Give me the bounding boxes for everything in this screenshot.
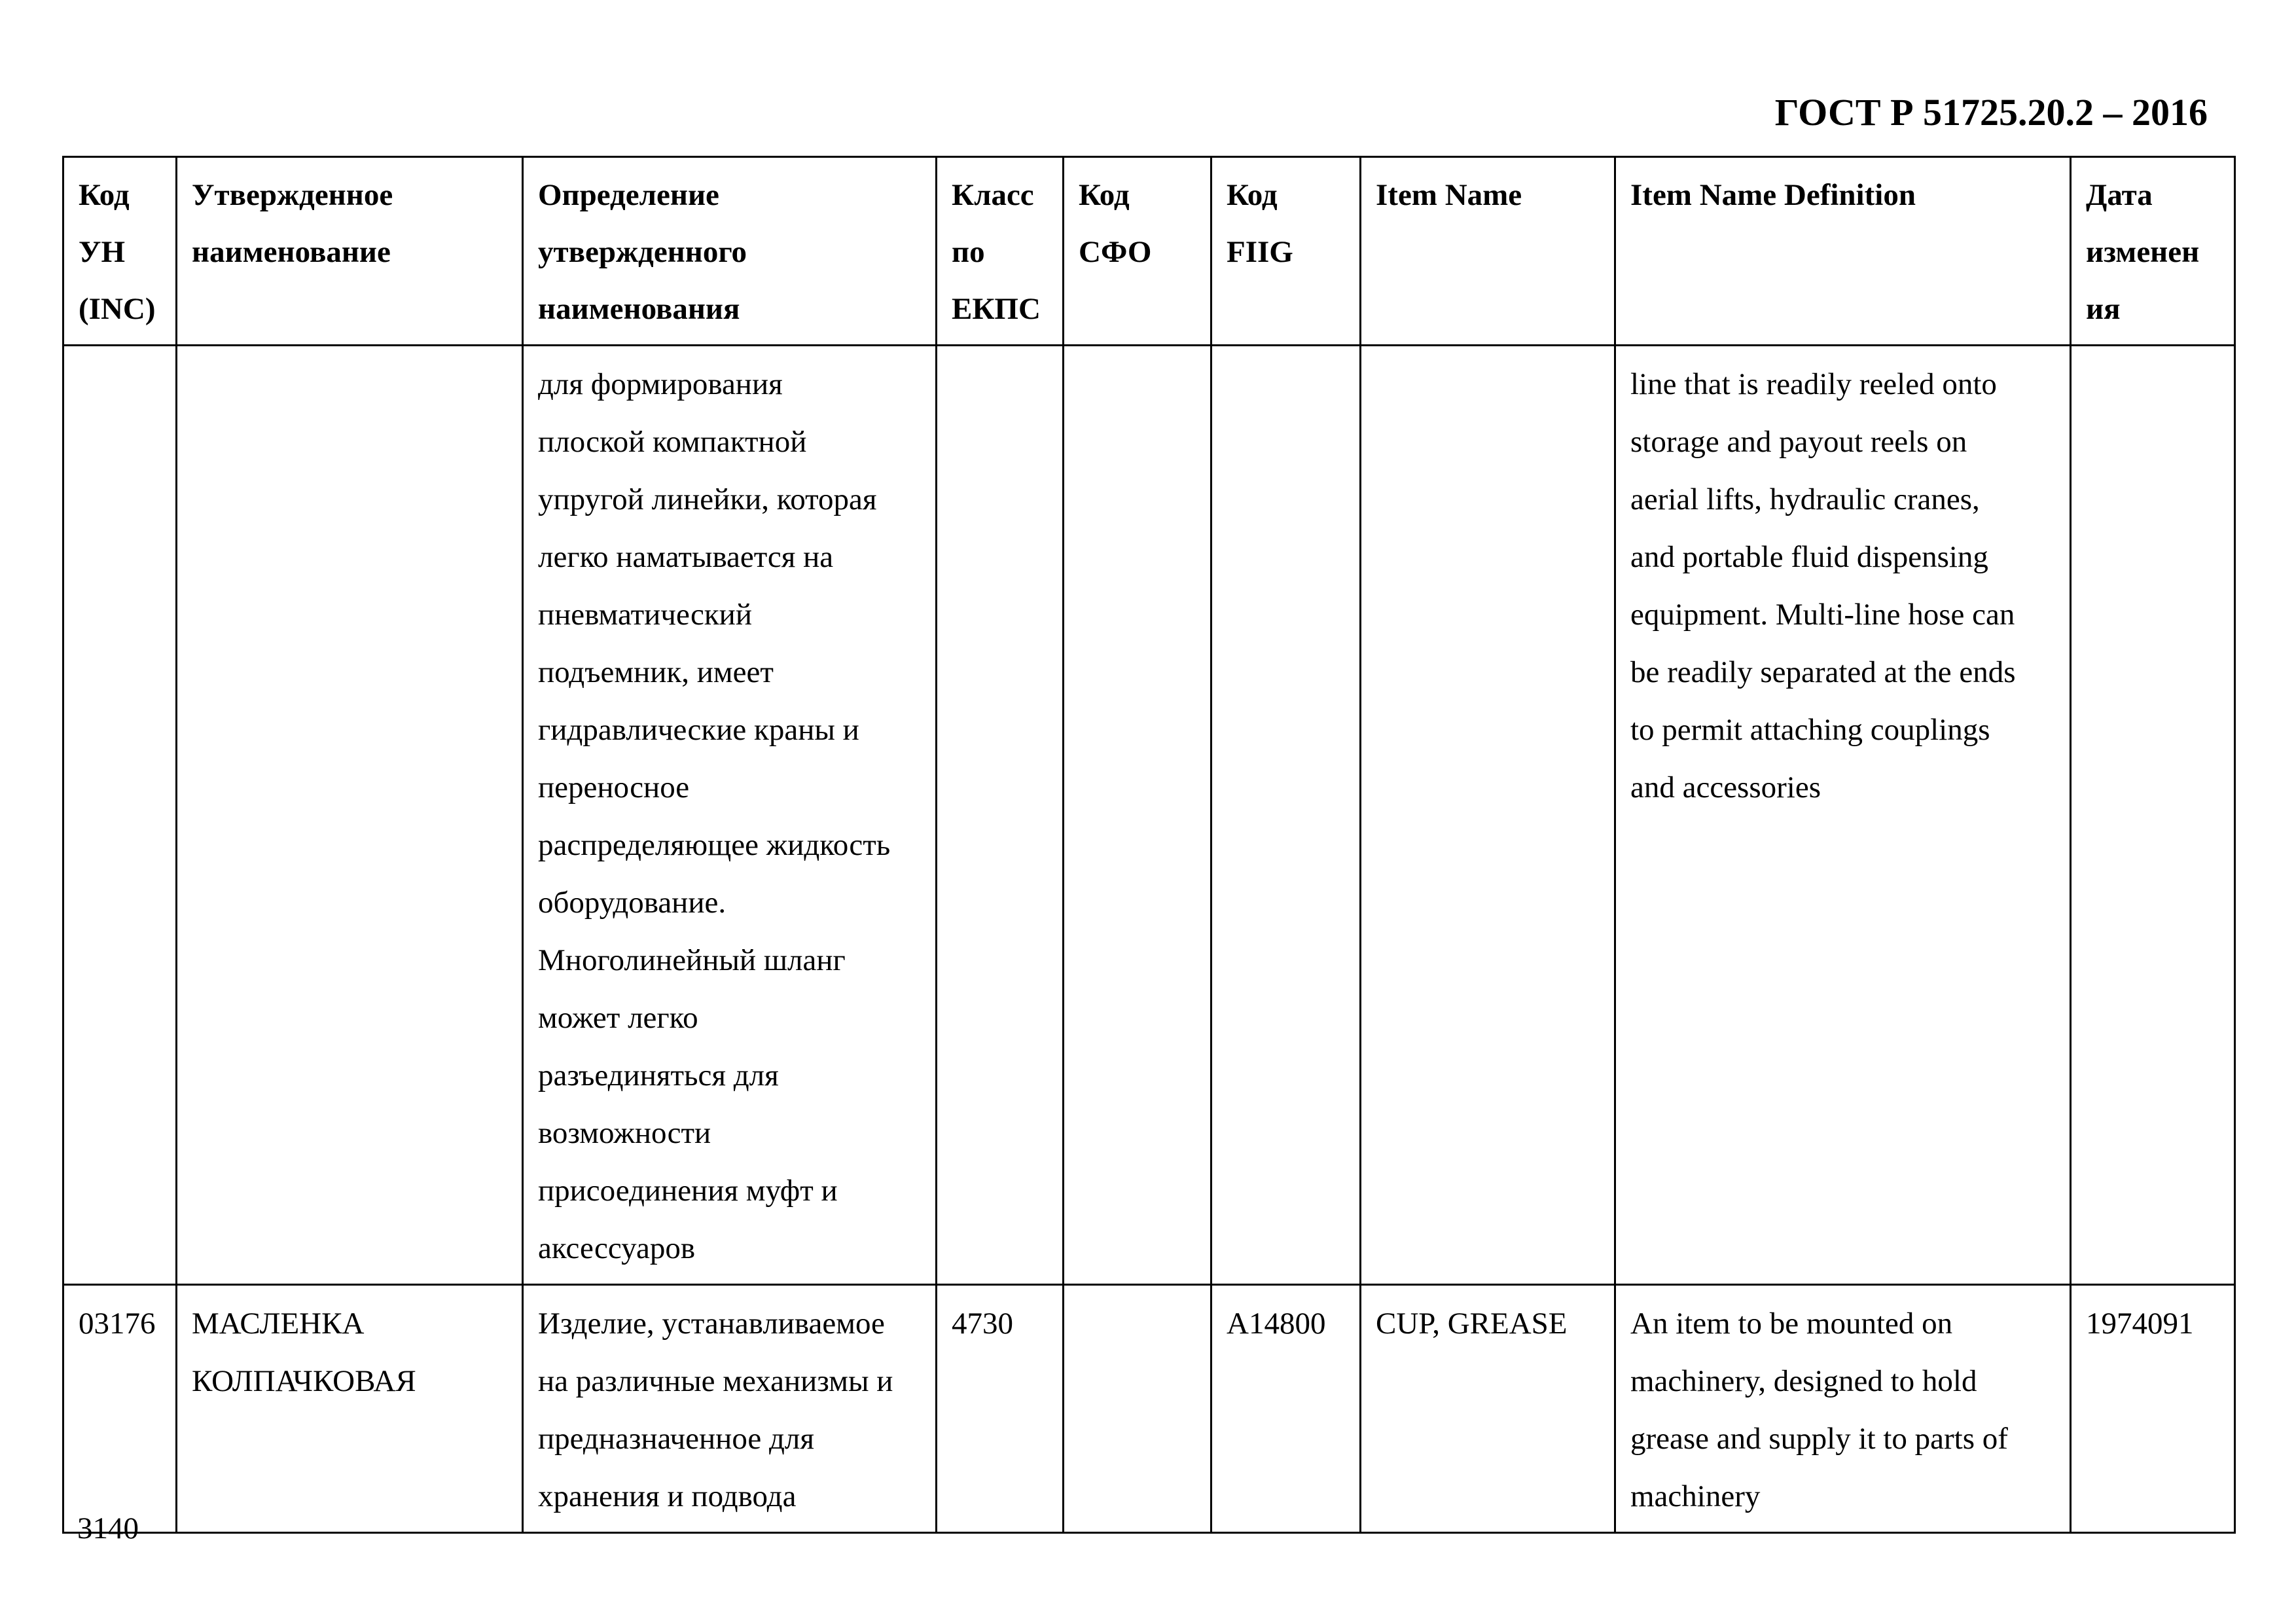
header-sfo-code: Код СФО: [1064, 157, 1211, 346]
cell-class: 4730: [937, 1285, 1064, 1533]
cell-item-name: CUP, GREASE: [1361, 1285, 1615, 1533]
table-row-continuation: [63, 346, 2235, 1285]
cell-fiig: [1211, 346, 1361, 1285]
header-change-date: Дата изменен ия: [2071, 157, 2235, 346]
header-class: Класс по ЕКПС: [937, 157, 1064, 346]
header-inc-code: Код УН (INC): [63, 157, 177, 346]
cell-change-date: 1974091: [2071, 1285, 2235, 1533]
cell-sfo: [1064, 346, 1211, 1285]
header-item-name-definition: Item Name Definition: [1615, 157, 2071, 346]
cell-approved-name: МАСЛЕНКА КОЛПАЧКОВАЯ: [177, 1285, 523, 1533]
cell-class: [937, 346, 1064, 1285]
catalog-table: [62, 156, 2236, 1534]
table-header-row: [63, 157, 2235, 346]
cell-definition-ru: Изделие, устанавливаемое на различные механизмы и предназначенное для хранения и подвода: [523, 1285, 937, 1533]
cell-fiig: A14800: [1211, 1285, 1361, 1533]
cell-definition-en: line that is readily reeled onto storage and payout reels on aerial lifts, hydraulic cranes, and portable fluid dispensing equipment. Multi-line hose can be readily separated at the ends to permit attaching couplings and accessories: [1615, 346, 2071, 1285]
page-number: 3140: [77, 1511, 139, 1545]
cell-inc: 03176: [63, 1285, 177, 1533]
cell-item-name: [1361, 346, 1615, 1285]
header-fiig-code: Код FIIG: [1211, 157, 1361, 346]
table-row: [63, 1285, 2235, 1533]
header-definition-ru: Определение утвержденного наименования: [523, 157, 937, 346]
cell-definition-en: An item to be mounted on machinery, designed to hold grease and supply it to parts of machinery: [1615, 1285, 2071, 1533]
header-approved-name: Утвержденное наименование: [177, 157, 523, 346]
header-item-name: Item Name: [1361, 157, 1615, 346]
cell-approved-name: [177, 346, 523, 1285]
cell-inc: [63, 346, 177, 1285]
document-standard-title: ГОСТ Р 51725.20.2 – 2016: [1774, 91, 2208, 134]
cell-sfo: [1064, 1285, 1211, 1533]
cell-definition-ru: для формирования плоской компактной упругой линейки, которая легко наматывается на пневматический подъемник, имеет гидравлические краны и переносное распределяющее жидкость оборудование. Многолинейный шланг может легко разъединяться для возможности присоединения муфт и аксессуаров: [523, 346, 937, 1285]
cell-change-date: [2071, 346, 2235, 1285]
